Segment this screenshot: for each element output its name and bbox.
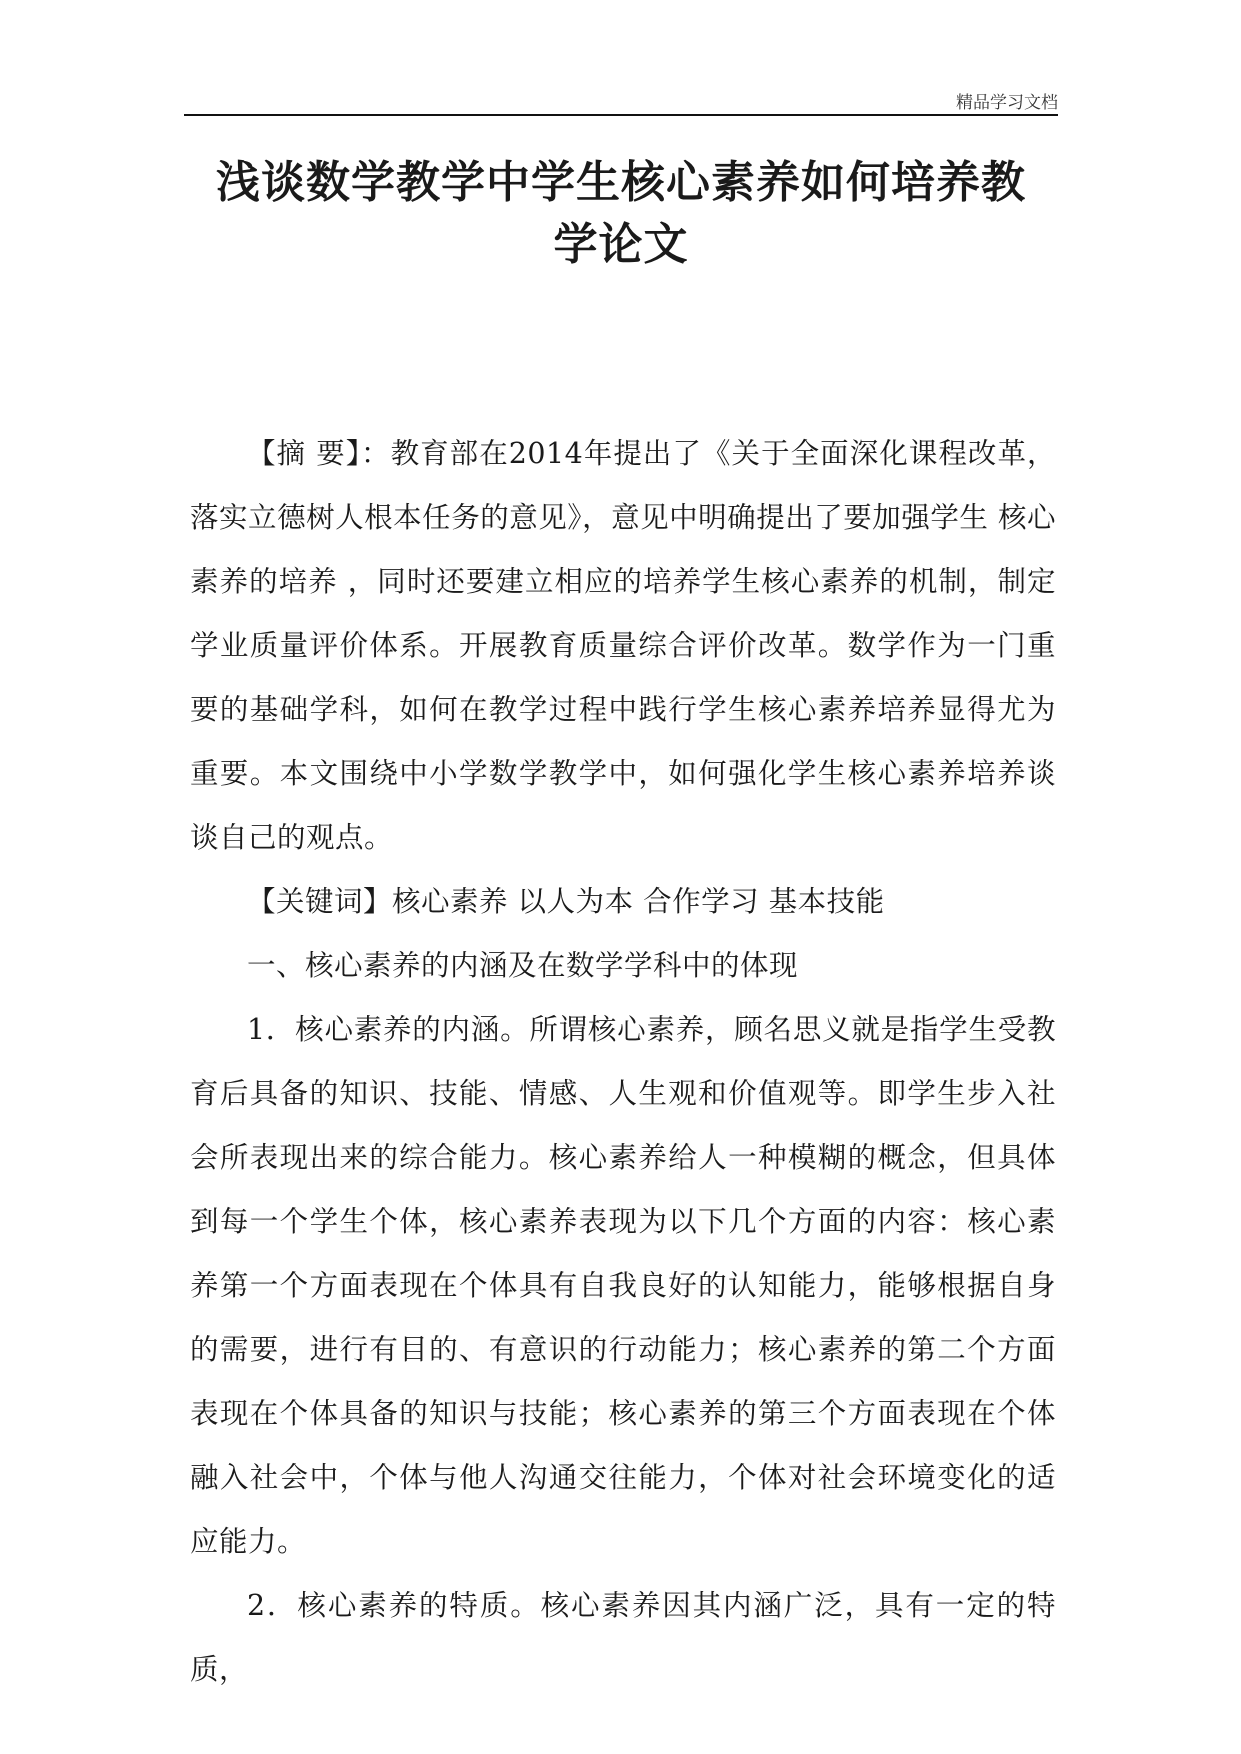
abstract-paragraph: 【摘 要】：教育部在2014年提出了《关于全面深化课程改革，落实立德树人根本任务的意见》，意见中明确提出了要加强学生 核心素养的培养 ，同时还要建立相应的培养学生核心素养的机制，制定学业质量评价体系。开展教育质量综合评价改革。数学作为一门重要的基础学科，如何在教学过程中践行学生核心素养培养显得尤为重要。本文围绕中小学数学教学中，如何强化学生核心素养培养谈谈自己的观点。 [190,437,1056,854]
title-line-2: 学论文 [553,219,689,270]
header-label: 精品学习文档 [956,93,1058,113]
document-body [190,422,1056,1702]
section-heading: 一、核心素养的内涵及在数学学科中的体现 [247,949,799,982]
document-title [184,152,1058,276]
keywords-paragraph: 【关键词】核心素养 以人为本 合作学习 基本技能 [247,885,885,918]
body-paragraph: 2．核心素养的特质。核心素养因其内涵广泛，具有一定的特质， [190,1589,1056,1686]
body-paragraph: 1．核心素养的内涵。所谓核心素养，顾名思义就是指学生受教育后具备的知识、技能、情感、人生观和价值观等。即学生步入社会所表现出来的综合能力。核心素养给人一种模糊的概念，但具体到每一个学生个体，核心素养表现为以下几个方面的内容：核心素养第一个方面表现在个体具有自我良好的认知能力，能够根据自身的需要，进行有目的、有意识的行动能力；核心素养的第二个方面表现在个体具备的知识与技能；核心素养的第三个方面表现在个体融入社会中，个体与他人沟通交往能力，个体对社会环境变化的适应能力。 [190,1013,1056,1558]
header-divider [184,114,1058,116]
title-line-1: 浅谈数学教学中学生核心素养如何培养教 [216,157,1026,208]
